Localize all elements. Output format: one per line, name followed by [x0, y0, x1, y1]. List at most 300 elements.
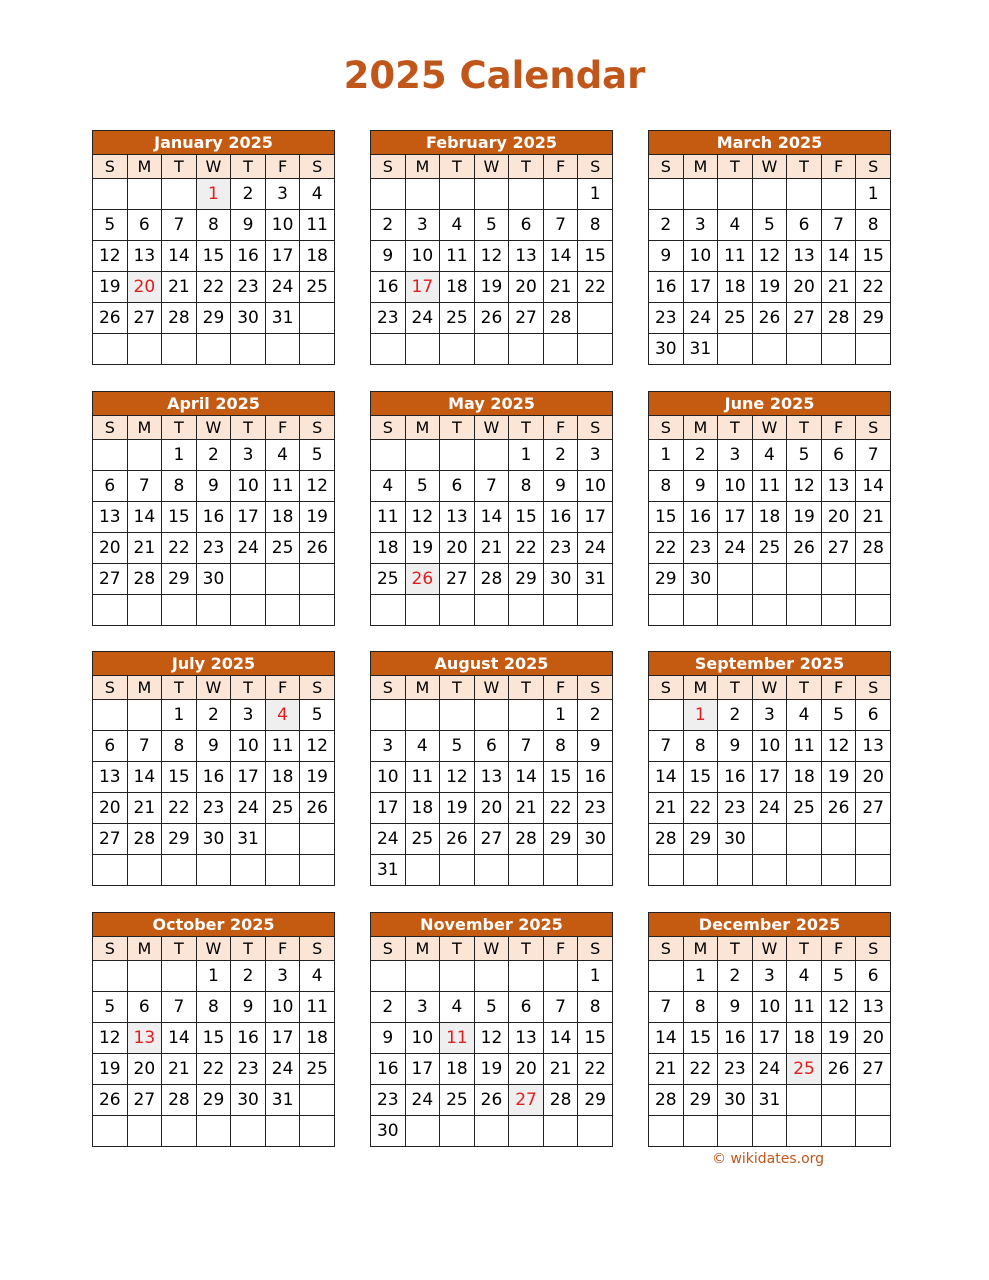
day-cell: 29: [578, 1085, 613, 1116]
weekday-header: W: [752, 937, 787, 961]
day-cell: 28: [474, 564, 509, 595]
day-cell: 8: [649, 471, 684, 502]
day-cell: 31: [578, 564, 613, 595]
day-cell: 18: [440, 272, 475, 303]
weekday-header: F: [543, 416, 578, 440]
day-cell: 18: [718, 272, 753, 303]
day-cell: 7: [543, 992, 578, 1023]
day-cell: 24: [405, 303, 440, 334]
day-cell: 14: [162, 241, 197, 272]
day-cell: 23: [231, 1054, 266, 1085]
empty-day-cell: [127, 961, 162, 992]
day-cell: 15: [162, 762, 197, 793]
day-cell: 13: [856, 731, 891, 762]
day-cell: 3: [683, 210, 718, 241]
day-cell: 4: [787, 700, 822, 731]
months-grid: [92, 130, 893, 1150]
day-cell: 8: [856, 210, 891, 241]
empty-day-cell: [300, 595, 335, 626]
day-cell: 15: [162, 502, 197, 533]
empty-day-cell: [196, 1116, 231, 1147]
month-grid: [92, 154, 335, 365]
day-cell: 19: [821, 1023, 856, 1054]
day-cell: 6: [93, 471, 128, 502]
day-cell: 25: [300, 272, 335, 303]
holiday-day-cell: 13: [127, 1023, 162, 1054]
day-cell: 31: [371, 855, 406, 886]
empty-day-cell: [578, 855, 613, 886]
empty-day-cell: [231, 334, 266, 365]
empty-day-cell: [543, 334, 578, 365]
month-calendar: [92, 130, 335, 365]
day-cell: 21: [127, 533, 162, 564]
weekday-header: T: [718, 676, 753, 700]
month-title: March 2025: [648, 130, 891, 154]
day-cell: 24: [265, 1054, 300, 1085]
month-title: May 2025: [370, 391, 613, 415]
weekday-header: W: [752, 416, 787, 440]
weekday-header: S: [300, 155, 335, 179]
month-calendar: [648, 391, 891, 626]
day-cell: 21: [543, 272, 578, 303]
empty-day-cell: [265, 564, 300, 595]
day-cell: 2: [231, 179, 266, 210]
empty-day-cell: [787, 1116, 822, 1147]
empty-day-cell: [162, 179, 197, 210]
day-cell: 27: [127, 303, 162, 334]
day-cell: 10: [405, 241, 440, 272]
weekday-header: W: [474, 416, 509, 440]
day-cell: 24: [405, 1085, 440, 1116]
day-cell: 25: [752, 533, 787, 564]
day-cell: 18: [265, 762, 300, 793]
day-cell: 28: [856, 533, 891, 564]
empty-day-cell: [752, 595, 787, 626]
month-calendar: [92, 651, 335, 886]
day-cell: 13: [509, 241, 544, 272]
empty-day-cell: [93, 961, 128, 992]
day-cell: 28: [127, 564, 162, 595]
day-cell: 5: [474, 210, 509, 241]
weekday-header: S: [856, 937, 891, 961]
day-cell: 20: [509, 1054, 544, 1085]
day-cell: 8: [683, 731, 718, 762]
empty-day-cell: [162, 334, 197, 365]
day-cell: 7: [543, 210, 578, 241]
day-cell: 3: [265, 179, 300, 210]
day-cell: 14: [162, 1023, 197, 1054]
day-cell: 7: [162, 210, 197, 241]
day-cell: 10: [371, 762, 406, 793]
day-cell: 23: [196, 533, 231, 564]
day-cell: 4: [718, 210, 753, 241]
day-cell: 17: [718, 502, 753, 533]
day-cell: 9: [196, 471, 231, 502]
day-cell: 20: [440, 533, 475, 564]
day-cell: 7: [474, 471, 509, 502]
month-grid: [648, 415, 891, 626]
empty-day-cell: [649, 700, 684, 731]
day-cell: 15: [578, 1023, 613, 1054]
day-cell: 18: [787, 762, 822, 793]
month-calendar: [648, 130, 891, 365]
day-cell: 13: [787, 241, 822, 272]
day-cell: 24: [683, 303, 718, 334]
day-cell: 6: [787, 210, 822, 241]
day-cell: 9: [683, 471, 718, 502]
month-grid: [92, 675, 335, 886]
month-calendar: [92, 391, 335, 626]
day-cell: 11: [265, 731, 300, 762]
empty-day-cell: [440, 1116, 475, 1147]
weekday-header: F: [543, 676, 578, 700]
day-cell: 21: [162, 272, 197, 303]
empty-day-cell: [649, 179, 684, 210]
weekday-header: T: [231, 937, 266, 961]
day-cell: 5: [821, 961, 856, 992]
empty-day-cell: [752, 824, 787, 855]
day-cell: 10: [752, 731, 787, 762]
day-cell: 22: [856, 272, 891, 303]
day-cell: 7: [127, 471, 162, 502]
day-cell: 13: [127, 241, 162, 272]
day-cell: 29: [162, 564, 197, 595]
weekday-header: S: [93, 416, 128, 440]
day-cell: 10: [231, 471, 266, 502]
day-cell: 11: [371, 502, 406, 533]
day-cell: 4: [440, 210, 475, 241]
empty-day-cell: [821, 564, 856, 595]
day-cell: 21: [543, 1054, 578, 1085]
day-cell: 5: [474, 992, 509, 1023]
month-title: September 2025: [648, 651, 891, 675]
day-cell: 10: [265, 210, 300, 241]
day-cell: 20: [787, 272, 822, 303]
day-cell: 7: [509, 731, 544, 762]
empty-day-cell: [856, 564, 891, 595]
weekday-header: T: [162, 937, 197, 961]
day-cell: 16: [649, 272, 684, 303]
day-cell: 5: [93, 210, 128, 241]
weekday-header: M: [683, 937, 718, 961]
day-cell: 11: [440, 241, 475, 272]
day-cell: 13: [856, 992, 891, 1023]
empty-day-cell: [856, 855, 891, 886]
day-cell: 7: [649, 731, 684, 762]
empty-day-cell: [127, 1116, 162, 1147]
day-cell: 28: [821, 303, 856, 334]
day-cell: 6: [93, 731, 128, 762]
day-cell: 23: [718, 793, 753, 824]
weekday-header: S: [93, 155, 128, 179]
day-cell: 23: [231, 272, 266, 303]
day-cell: 25: [371, 564, 406, 595]
day-cell: 16: [718, 1023, 753, 1054]
weekday-header: M: [683, 155, 718, 179]
empty-day-cell: [127, 855, 162, 886]
empty-day-cell: [649, 855, 684, 886]
day-cell: 9: [371, 241, 406, 272]
empty-day-cell: [821, 179, 856, 210]
day-cell: 18: [405, 793, 440, 824]
day-cell: 30: [231, 303, 266, 334]
day-cell: 15: [578, 241, 613, 272]
month-title: November 2025: [370, 912, 613, 936]
empty-day-cell: [752, 564, 787, 595]
weekday-header: F: [265, 155, 300, 179]
day-cell: 19: [440, 793, 475, 824]
day-cell: 11: [752, 471, 787, 502]
day-cell: 17: [405, 1054, 440, 1085]
empty-day-cell: [821, 1116, 856, 1147]
weekday-header: T: [440, 676, 475, 700]
day-cell: 11: [300, 992, 335, 1023]
day-cell: 4: [405, 731, 440, 762]
weekday-header: S: [371, 416, 406, 440]
day-cell: 11: [265, 471, 300, 502]
empty-day-cell: [231, 1116, 266, 1147]
empty-day-cell: [405, 700, 440, 731]
day-cell: 26: [93, 1085, 128, 1116]
day-cell: 25: [718, 303, 753, 334]
day-cell: 13: [509, 1023, 544, 1054]
empty-day-cell: [93, 595, 128, 626]
day-cell: 18: [440, 1054, 475, 1085]
day-cell: 20: [509, 272, 544, 303]
weekday-header: F: [821, 416, 856, 440]
day-cell: 13: [474, 762, 509, 793]
empty-day-cell: [509, 179, 544, 210]
holiday-day-cell: 27: [509, 1085, 544, 1116]
weekday-header: T: [162, 155, 197, 179]
empty-day-cell: [543, 855, 578, 886]
day-cell: 1: [162, 440, 197, 471]
day-cell: 31: [265, 303, 300, 334]
empty-day-cell: [752, 334, 787, 365]
day-cell: 27: [821, 533, 856, 564]
day-cell: 22: [509, 533, 544, 564]
empty-day-cell: [440, 700, 475, 731]
day-cell: 7: [821, 210, 856, 241]
day-cell: 25: [440, 1085, 475, 1116]
day-cell: 25: [300, 1054, 335, 1085]
empty-day-cell: [405, 961, 440, 992]
month-calendar: [370, 912, 613, 1147]
day-cell: 16: [231, 1023, 266, 1054]
day-cell: 24: [265, 272, 300, 303]
empty-day-cell: [474, 700, 509, 731]
weekday-header: S: [371, 676, 406, 700]
day-cell: 18: [300, 241, 335, 272]
day-cell: 9: [543, 471, 578, 502]
empty-day-cell: [196, 595, 231, 626]
day-cell: 26: [474, 303, 509, 334]
month-title: February 2025: [370, 130, 613, 154]
month-calendar: [92, 912, 335, 1147]
holiday-day-cell: 1: [683, 700, 718, 731]
day-cell: 11: [787, 731, 822, 762]
day-cell: 12: [821, 731, 856, 762]
empty-day-cell: [162, 961, 197, 992]
day-cell: 24: [718, 533, 753, 564]
weekday-header: T: [162, 416, 197, 440]
day-cell: 17: [265, 241, 300, 272]
day-cell: 29: [683, 1085, 718, 1116]
day-cell: 5: [405, 471, 440, 502]
copyright-footer: © wikidates.org: [712, 1151, 825, 1167]
day-cell: 21: [162, 1054, 197, 1085]
day-cell: 16: [718, 762, 753, 793]
weekday-header: T: [231, 416, 266, 440]
day-cell: 16: [578, 762, 613, 793]
day-cell: 2: [196, 440, 231, 471]
day-cell: 21: [649, 793, 684, 824]
day-cell: 8: [543, 731, 578, 762]
day-cell: 30: [543, 564, 578, 595]
empty-day-cell: [440, 179, 475, 210]
day-cell: 22: [543, 793, 578, 824]
day-cell: 19: [93, 272, 128, 303]
weekday-header: M: [127, 937, 162, 961]
weekday-header: M: [405, 676, 440, 700]
day-cell: 9: [231, 210, 266, 241]
empty-day-cell: [265, 824, 300, 855]
day-cell: 16: [196, 762, 231, 793]
weekday-header: W: [474, 155, 509, 179]
day-cell: 12: [787, 471, 822, 502]
weekday-header: W: [196, 676, 231, 700]
day-cell: 28: [649, 1085, 684, 1116]
weekday-header: S: [371, 155, 406, 179]
empty-day-cell: [300, 1085, 335, 1116]
day-cell: 5: [300, 700, 335, 731]
month-grid: [92, 415, 335, 626]
day-cell: 30: [718, 824, 753, 855]
day-cell: 19: [300, 502, 335, 533]
empty-day-cell: [371, 334, 406, 365]
month-title: April 2025: [92, 391, 335, 415]
day-cell: 20: [821, 502, 856, 533]
day-cell: 29: [683, 824, 718, 855]
day-cell: 13: [821, 471, 856, 502]
day-cell: 7: [856, 440, 891, 471]
day-cell: 23: [371, 1085, 406, 1116]
day-cell: 6: [856, 961, 891, 992]
day-cell: 2: [371, 210, 406, 241]
day-cell: 15: [543, 762, 578, 793]
empty-day-cell: [649, 961, 684, 992]
empty-day-cell: [718, 334, 753, 365]
empty-day-cell: [93, 1116, 128, 1147]
day-cell: 17: [231, 762, 266, 793]
day-cell: 29: [196, 303, 231, 334]
day-cell: 27: [440, 564, 475, 595]
empty-day-cell: [300, 564, 335, 595]
day-cell: 12: [474, 1023, 509, 1054]
empty-day-cell: [127, 700, 162, 731]
day-cell: 26: [474, 1085, 509, 1116]
day-cell: 5: [93, 992, 128, 1023]
day-cell: 14: [649, 762, 684, 793]
day-cell: 23: [683, 533, 718, 564]
day-cell: 8: [196, 210, 231, 241]
day-cell: 12: [821, 992, 856, 1023]
weekday-header: F: [265, 416, 300, 440]
day-cell: 16: [231, 241, 266, 272]
weekday-header: T: [509, 416, 544, 440]
empty-day-cell: [787, 824, 822, 855]
empty-day-cell: [474, 440, 509, 471]
empty-day-cell: [787, 334, 822, 365]
weekday-header: T: [509, 937, 544, 961]
empty-day-cell: [649, 1116, 684, 1147]
day-cell: 13: [440, 502, 475, 533]
empty-day-cell: [856, 334, 891, 365]
empty-day-cell: [543, 1116, 578, 1147]
day-cell: 12: [300, 471, 335, 502]
day-cell: 19: [93, 1054, 128, 1085]
day-cell: 1: [543, 700, 578, 731]
month-grid: [648, 675, 891, 886]
day-cell: 3: [752, 700, 787, 731]
empty-day-cell: [371, 179, 406, 210]
day-cell: 26: [821, 1054, 856, 1085]
day-cell: 21: [509, 793, 544, 824]
day-cell: 18: [265, 502, 300, 533]
day-cell: 26: [93, 303, 128, 334]
day-cell: 17: [683, 272, 718, 303]
day-cell: 9: [578, 731, 613, 762]
weekday-header: S: [300, 676, 335, 700]
empty-day-cell: [856, 595, 891, 626]
empty-day-cell: [162, 855, 197, 886]
weekday-header: F: [543, 937, 578, 961]
weekday-header: S: [649, 416, 684, 440]
empty-day-cell: [300, 303, 335, 334]
day-cell: 9: [231, 992, 266, 1023]
empty-day-cell: [649, 595, 684, 626]
empty-day-cell: [718, 855, 753, 886]
day-cell: 12: [93, 1023, 128, 1054]
weekday-header: S: [93, 676, 128, 700]
empty-day-cell: [300, 855, 335, 886]
weekday-header: W: [752, 155, 787, 179]
day-cell: 17: [752, 1023, 787, 1054]
day-cell: 10: [231, 731, 266, 762]
empty-day-cell: [787, 564, 822, 595]
day-cell: 30: [231, 1085, 266, 1116]
day-cell: 17: [231, 502, 266, 533]
day-cell: 2: [718, 961, 753, 992]
empty-day-cell: [231, 564, 266, 595]
day-cell: 8: [162, 731, 197, 762]
weekday-header: W: [474, 937, 509, 961]
day-cell: 23: [543, 533, 578, 564]
empty-day-cell: [752, 179, 787, 210]
day-cell: 22: [196, 1054, 231, 1085]
day-cell: 30: [718, 1085, 753, 1116]
day-cell: 12: [440, 762, 475, 793]
weekday-header: S: [93, 937, 128, 961]
day-cell: 6: [127, 992, 162, 1023]
empty-day-cell: [440, 961, 475, 992]
day-cell: 30: [371, 1116, 406, 1147]
weekday-header: M: [127, 416, 162, 440]
day-cell: 27: [509, 303, 544, 334]
day-cell: 8: [509, 471, 544, 502]
empty-day-cell: [543, 595, 578, 626]
day-cell: 6: [509, 210, 544, 241]
